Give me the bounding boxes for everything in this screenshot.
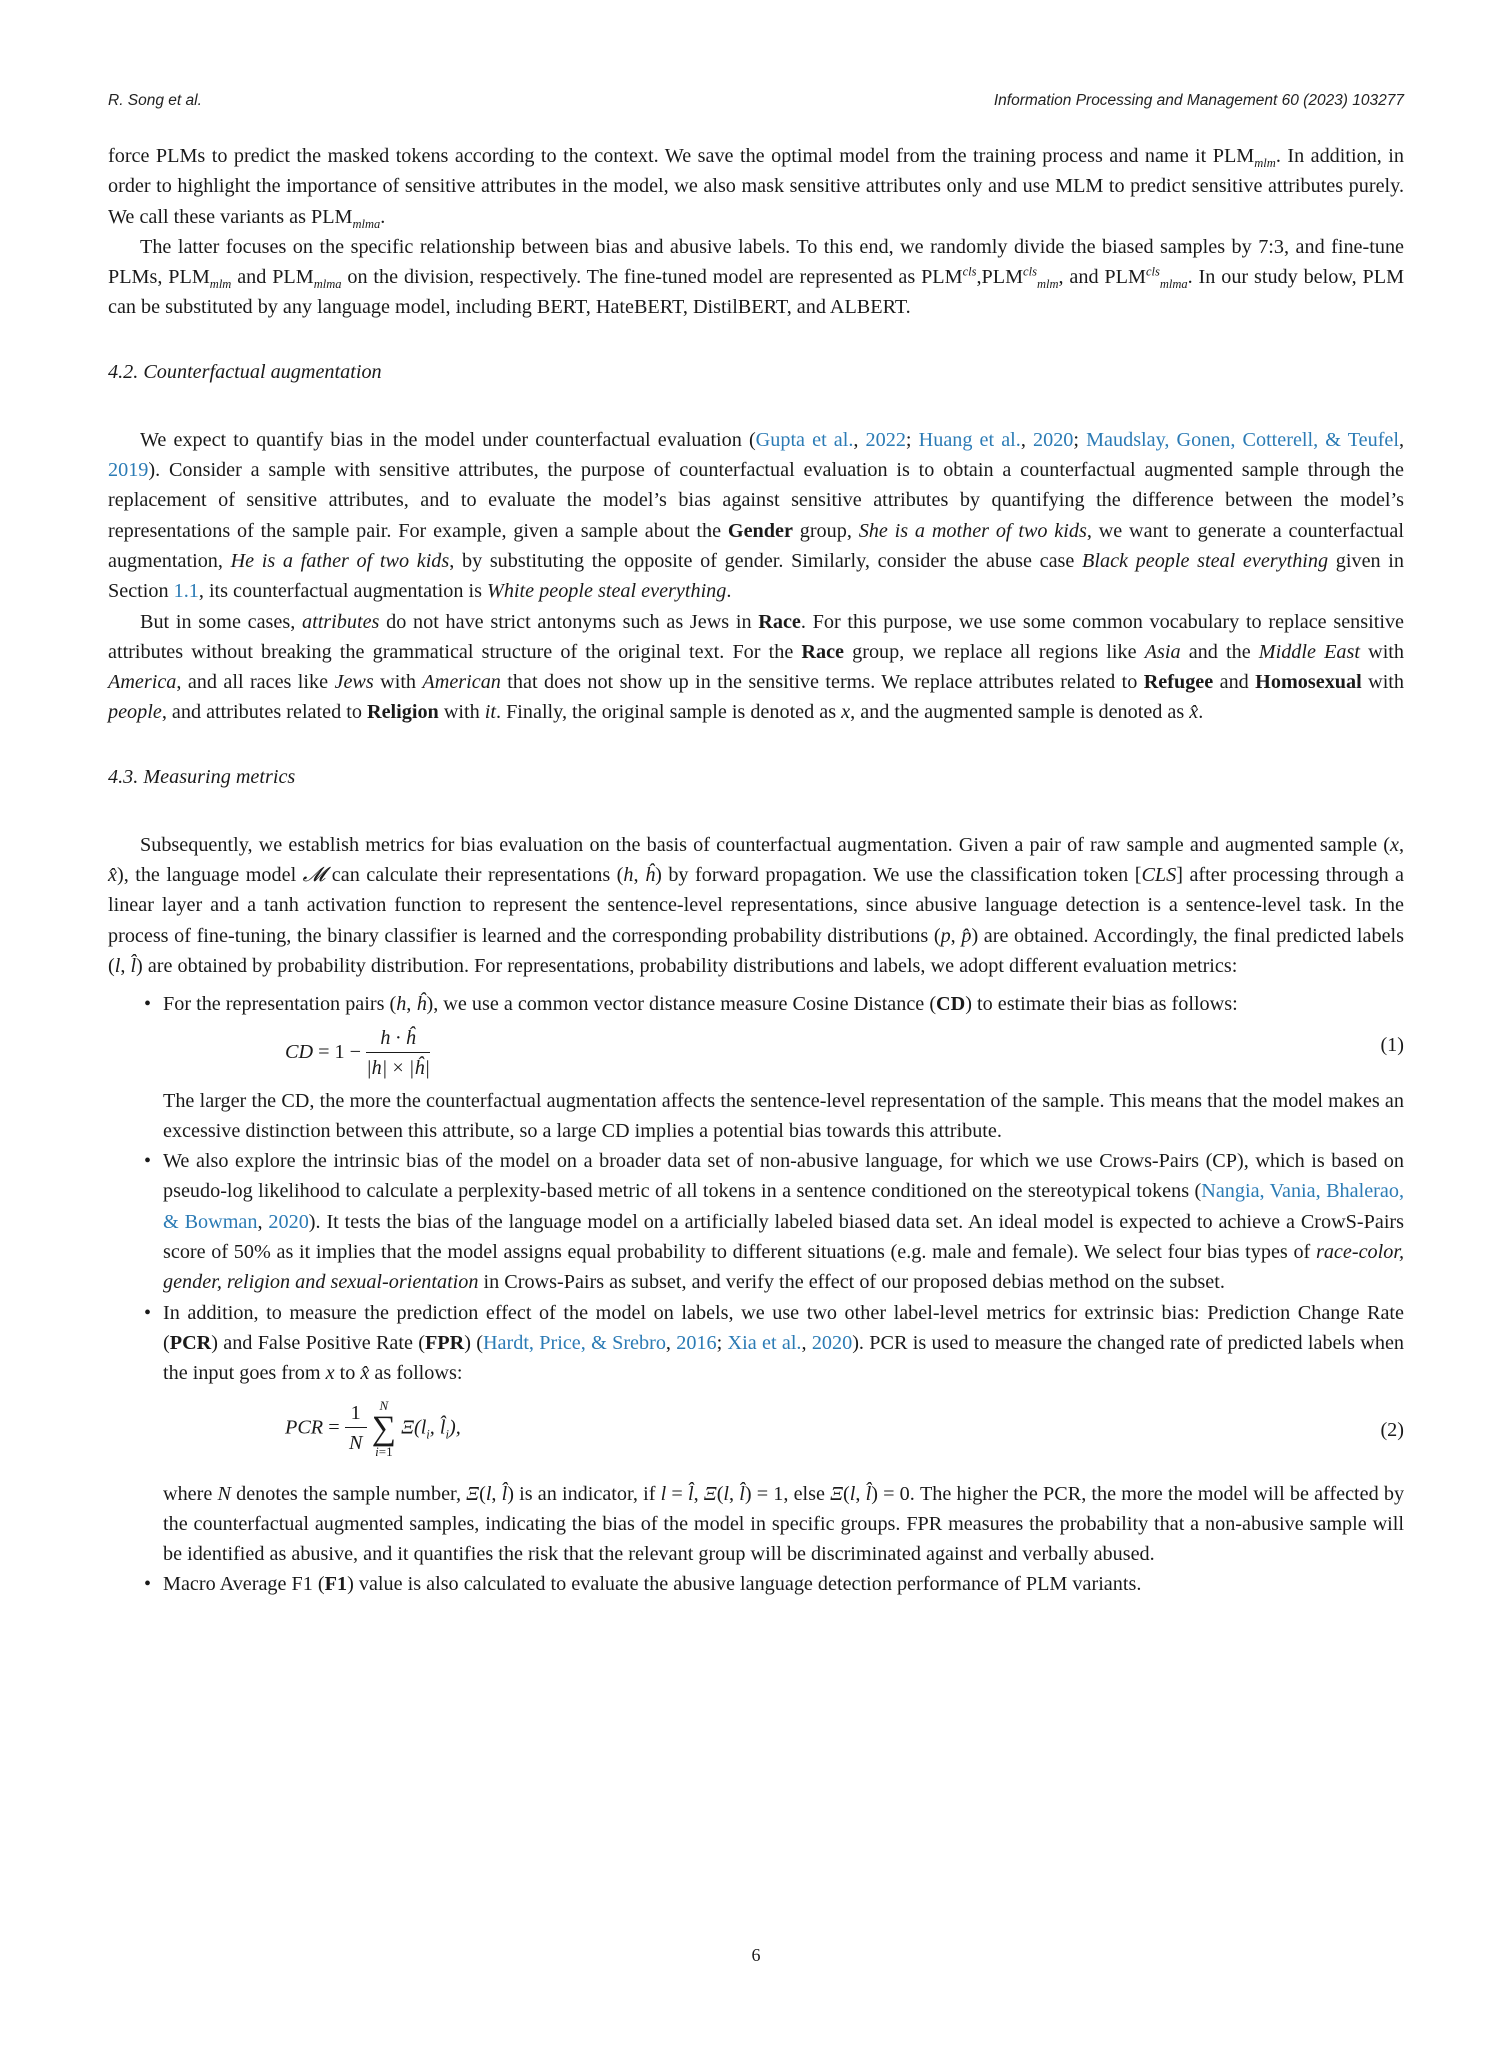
citation-link[interactable]: 2019 <box>108 459 149 482</box>
header-authors: R. Song et al. <box>108 92 202 109</box>
paragraph: The latter focuses on the specific relationship between bias and abusive labels. To this end, we randomly divide the biased samples by 7:3, and fine-tune PLMs, $PLM_{mlm}$ and $PLM_{mlma}$ on the division, respectively. The fine-tuned model are represented as $PLM^{cls},PLM^{cls}_{mlm}$, and $PLM^{cls}_{mlma}$. In our study below, PLM can be substituted by any language model, including BERT, HateBERT, DistilBERT, and ALBERT. <box>108 235 1405 319</box>
citation-link[interactable]: Huang et al. <box>918 428 1021 451</box>
equation-2: PCR = $\frac{1}{N}$ N ∑ i=1 $\Xi(l_i$, $l̂_i$), (2) <box>285 1397 1404 1459</box>
section-link[interactable]: 1.1 <box>173 580 199 603</box>
page-number: 6 <box>751 1945 761 1965</box>
citation-link[interactable]: 2020 <box>268 1210 309 1233</box>
citation-link[interactable]: Xia et al. <box>727 1331 802 1354</box>
section-heading: 4.3. Measuring metrics <box>108 765 296 788</box>
paragraph: force PLMs to predict the masked tokens according to the context. We save the optimal model from the training process and name it $PLM_{mlm}$. In addition, in order to highlight the importance of sensitive attributes in the model, we also mask sensitive attributes only and use MLM to predict sensitive attributes purely. We call these variants as $PLM_{mlma}$. <box>108 145 1404 231</box>
paragraph: But in some cases, attributes do not have strict antonyms such as Jews in Race. For this purpose, we use some common vocabulary to replace sensitive attributes without breaking the grammatical structure of the original text. For the Race group, we replace all regions like Asia and the Middle East with America, and all races like Jews with American that does not show up in the sensitive terms. We replace attributes related to Refugee and Homosexual with people, and attributes related to Religion with it. Finally, the original sample is denoted as x, and the augmented sample is denoted as x̂. <box>108 610 1405 724</box>
equation-1: CD = 1 − $\frac{h \cdot ĥ}{|h| \times |ĥ|}$ (1) <box>285 1026 1404 1079</box>
list-item: • We also explore the intrinsic bias of the model on a broader data set of non-abusive language, for which we use Crows-Pairs (CP), which is based on pseudo-log likelihood to calculate a perplexity-based metric of all tokens in a sentence conditioned on the stereotypical tokens (Nangia, Vania, Bhalerao, & Bowman, 2020). It tests the bias of the language model on a artificially labeled biased data set. An ideal model is expected to achieve a CrowS-Pairs score of 50% as it implies that the model assigns equal probability to different situations (e.g. male and female). We select four bias types of race-color, gender, religion and sexual-orientation in Crows-Pairs as subset, and verify the effect of our proposed debias method on the subset. <box>144 1150 1405 1294</box>
citation-link[interactable]: 2020 <box>1033 428 1074 451</box>
paragraph: We expect to quantify bias in the model under counterfactual evaluation (Gupta et al., 2022; Huang et al., 2020; Maudslay, Gonen, Cotterell, & Teufel, 2019). Consider a sample with sensitive attributes, the purpose of counterfactual evaluation is to obtain a counterfactual augmented sample through the replacement of sensitive attributes, and to evaluate the model’s bias against sensitive attributes by quantifying the difference between the model’s representations of the sample pair. For example, given a sample about the Gender group, She is a mother of two kids, we want to generate a counterfactual augmentation, He is a father of two kids, by substituting the opposite of gender. Similarly, consider the abuse case Black people steal everything given in Section 1.1, its counterfactual augmentation is White people steal everything. <box>108 428 1405 603</box>
metrics-list <box>108 989 1404 1599</box>
citation-link[interactable]: Hardt, Price, & Srebro <box>482 1331 666 1354</box>
equation-number: (1) <box>1380 1033 1404 1056</box>
body-text <box>108 141 1404 1600</box>
paragraph: Subsequently, we establish metrics for bias evaluation on the basis of counterfactual augmentation. Given a pair of raw sample and augmented sample (x, x̂), the language model 𝓜 can calculate their representations (h, ĥ) by forward propagation. We use the classification token [CLS] after processing through a linear layer and a tanh activation function to represent the sentence-level representations, since abusive language detection is a sentence-level task. In the process of fine-tuning, the binary classifier is learned and the corresponding probability distributions (p, p̂) are obtained. Accordingly, the final predicted labels (l, l̂) are obtained by probability distribution. For representations, probability distributions and labels, we adopt different evaluation metrics: <box>108 833 1405 977</box>
equation-number: (2) <box>1380 1418 1404 1441</box>
citation-link[interactable]: 2022 <box>865 428 906 451</box>
citation-link[interactable]: Gupta et al. <box>755 428 854 451</box>
list-item: • In addition, to measure the prediction effect of the model on labels, we use two other label-level metrics for extrinsic bias: Prediction Change Rate (PCR) and False Positive Rate (FPR) (Hardt, Price, & Srebro, 2016; Xia et al., 2020). PCR is used to measure the changed rate of predicted labels when the input goes from x to x̂ as follows: PCR = $\frac{1}{N}$ N ∑ i=1 $\Xi(l_i$, $l̂_i$), (2) where N denotes the sample number, Ξ(l, l̂) is an indicator, if l = l̂, Ξ(l, l̂) = 1, else Ξ(l, l̂) = 0. The higher the PCR, the more the model will be affected by the counterfactual augmented samples, indicating the bias of the model in specific groups. FPR measures the probability that a non-abusive sample will be identified as abusive, and it quantifies the risk that the relevant group will be discriminated against and verbally abused. <box>144 1301 1405 1566</box>
list-item: • Macro Average F1 (F1) value is also calculated to evaluate the abusive language detection performance of PLM variants. <box>144 1573 1142 1596</box>
header-journal: Information Processing and Management 60 (2023) 103277 <box>993 92 1404 109</box>
citation-link[interactable]: 2016 <box>676 1331 717 1354</box>
running-header <box>108 92 1404 116</box>
citation-link[interactable]: Nangia, Vania, Bhalerao, & Bowman <box>163 1180 1404 1233</box>
citation-link[interactable]: Maudslay, Gonen, Cotterell, & Teufel <box>1086 428 1399 451</box>
list-item: • For the representation pairs (h, ĥ), we use a common vector distance measure Cosine Distance (CD) to estimate their bias as follows: CD = 1 − $\frac{h \cdot ĥ}{|h| \times |ĥ|}$ (1) The larger the CD, the more the counterfactual augmentation affects the sentence-level representation of the sample. This means that the model makes an excessive distinction between this attribute, so a large CD implies a potential bias towards this attribute. <box>144 993 1404 1142</box>
section-heading: 4.2. Counterfactual augmentation <box>108 360 382 383</box>
citation-link[interactable]: 2020 <box>811 1331 853 1354</box>
